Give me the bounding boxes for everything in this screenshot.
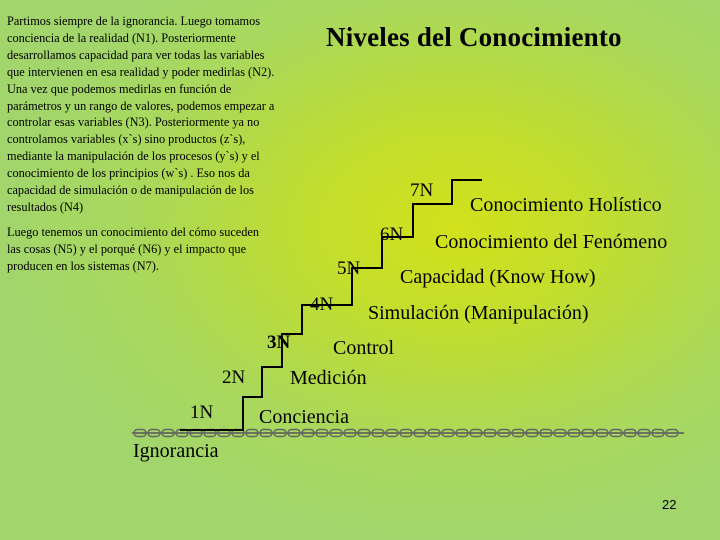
concept-ignorancia: Ignorancia xyxy=(133,440,219,462)
level-4-label: 4N xyxy=(310,294,334,315)
level-3-label: 3N xyxy=(267,332,291,353)
intro-paragraph-1: Partimos siempre de la ignorancia. Luego tomamos conciencia de la realidad (N1). Posteriormente desarrollamos capacidad para ver todas las variables que intervienen en esa realidad y poder medirlas (N2). Una vez que podemos medirlas en función de parámetros y un rango de valores, podemos empezar a controlar esas variables (N3). Posteriormente ya no controlamos variables (x`s) sino productos (z`s), mediante la manipulación de los procesos (y`s) y el conocimiento de los principios (w`s) . Eso nos da capacidad de simulación o de manipulación de los resultados (N4) xyxy=(7,14,275,214)
concept-capacidad: Capacidad (Know How) xyxy=(400,266,596,288)
level-5-label: 5N xyxy=(337,258,361,279)
level-2-label: 2N xyxy=(222,367,246,388)
slide-title: Niveles del Conocimiento xyxy=(326,22,622,52)
concept-simulacion: Simulación (Manipulación) xyxy=(368,302,589,324)
concept-holistico: Conocimiento Holístico xyxy=(470,194,662,216)
level-7-label: 7N xyxy=(410,180,434,201)
level-6-label: 6N xyxy=(380,224,404,245)
concept-medicion: Medición xyxy=(290,367,367,389)
concept-fenomeno: Conocimiento del Fenómeno xyxy=(435,231,668,253)
concept-conciencia: Conciencia xyxy=(259,406,349,428)
intro-paragraph-2: Luego tenemos un conocimiento del cómo suceden las cosas (N5) y el porqué (N6) y el impacto que producen en los sistemas (N7). xyxy=(7,224,260,273)
level-1-label: 1N xyxy=(190,402,214,423)
concept-control: Control xyxy=(333,337,395,359)
page-number: 22 xyxy=(662,497,677,512)
